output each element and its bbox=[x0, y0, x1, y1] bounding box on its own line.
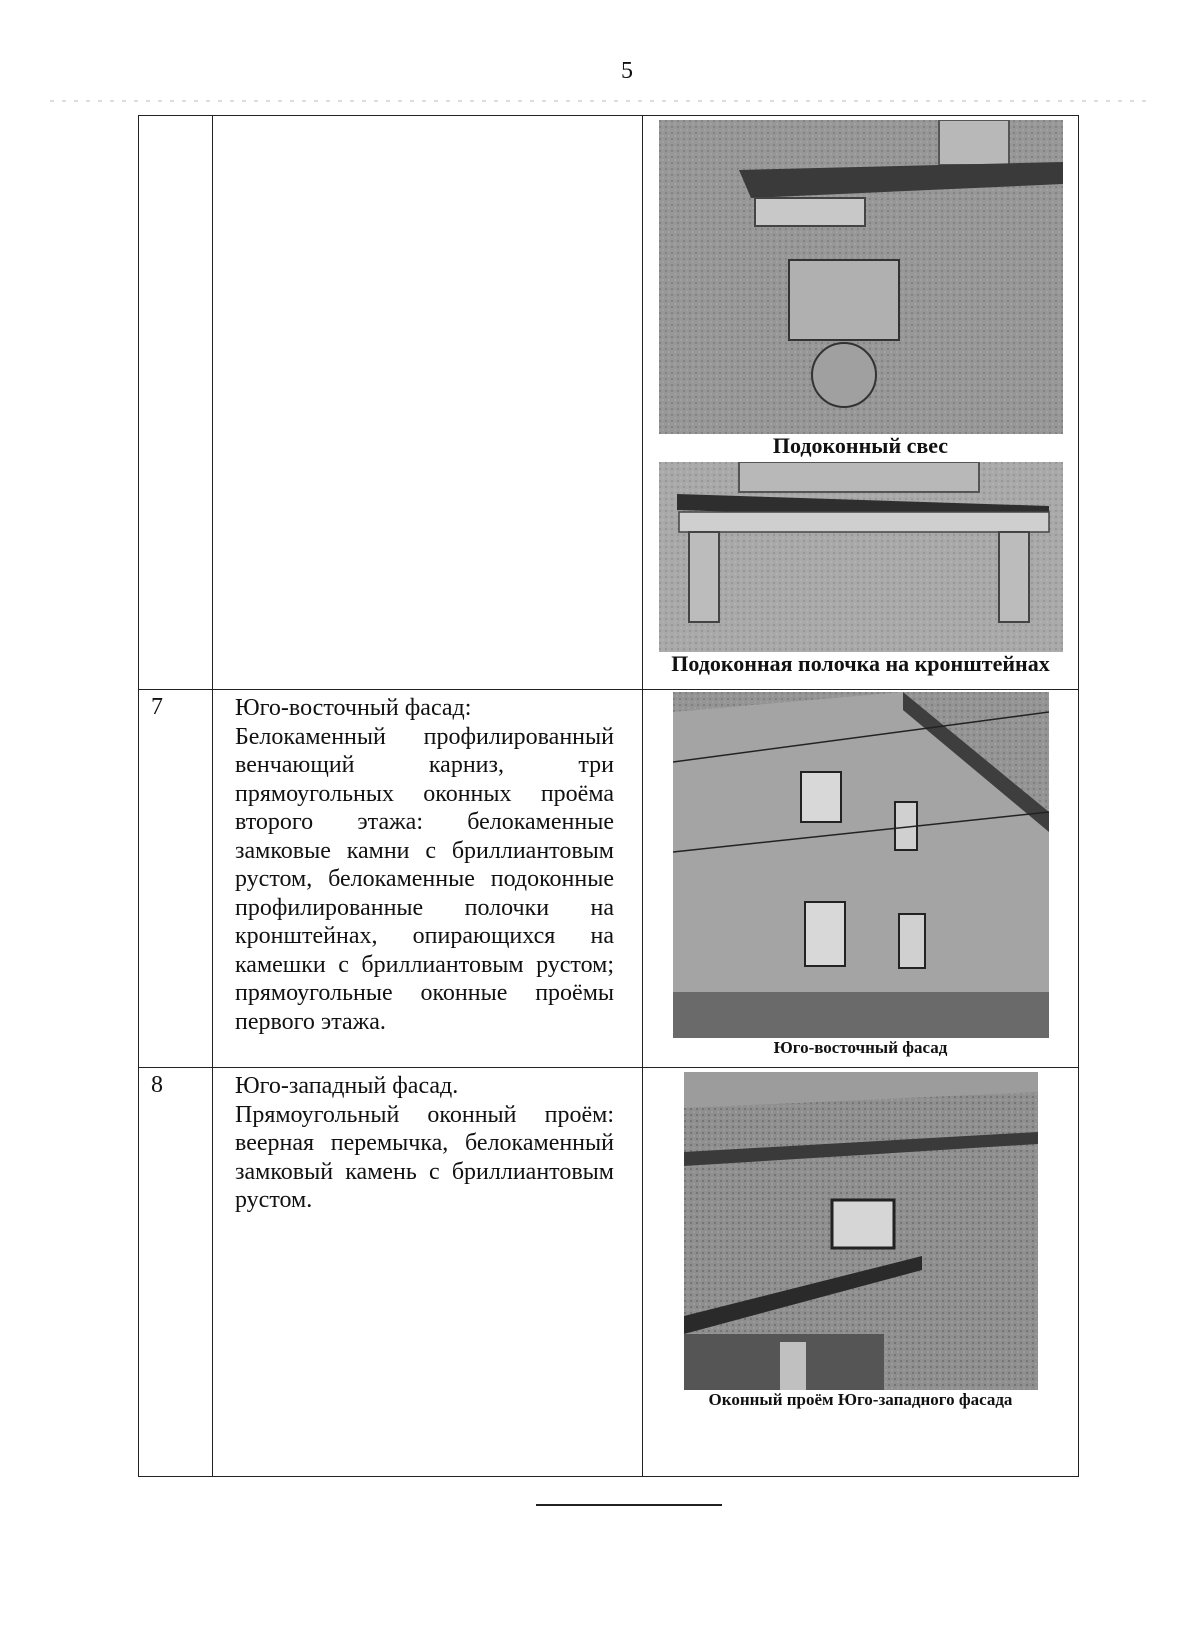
window-shelf-brackets-photo bbox=[659, 462, 1063, 652]
row-photo-cell bbox=[643, 116, 1079, 690]
row-number-cell bbox=[139, 116, 213, 690]
south-east-facade-photo bbox=[673, 692, 1049, 1038]
row-photo-cell bbox=[643, 690, 1079, 1068]
south-west-window-photo bbox=[684, 1072, 1038, 1390]
photo-caption: Юго-восточный фасад bbox=[773, 1038, 948, 1057]
row-photo-cell bbox=[643, 1068, 1079, 1477]
photo-caption: Оконный проём Юго-западного фасада bbox=[708, 1390, 1013, 1409]
row-title: Юго-западный фасад. bbox=[235, 1073, 459, 1099]
row-number-cell: 8 bbox=[139, 1068, 213, 1477]
monument-elements-table bbox=[138, 115, 1079, 1477]
scan-noise bbox=[50, 100, 1150, 102]
window-sill-overhang-photo bbox=[659, 120, 1063, 434]
row-title: Юго-восточный фасад: bbox=[235, 695, 472, 721]
table-row bbox=[139, 690, 1079, 1068]
photo-caption: Подоконный свес bbox=[772, 433, 949, 458]
row-description: Белокаменный профилированный венчающий карниз, три прямоугольных оконных проёма второго этажа: белокаменные замковые камни с бриллиантовым рустом, белокаменные подоконные профилированные полочки на кронштейнах, опирающихся на камешки с бриллиантовым рустом; прямоугольные оконные проёмы первого этажа. bbox=[235, 723, 614, 1035]
footer-rule bbox=[536, 1504, 722, 1506]
table-row bbox=[139, 116, 1079, 690]
row-description-cell bbox=[213, 1068, 643, 1477]
row-description-cell bbox=[213, 116, 643, 690]
table-row bbox=[139, 1068, 1079, 1477]
row-description: Прямоугольный оконный проём: веерная перемычка, белокаменный замковый камень с бриллиантовым рустом. bbox=[235, 1101, 614, 1213]
page-number: 5 bbox=[621, 58, 633, 84]
photo-caption: Подоконная полочка на кронштейнах bbox=[671, 651, 1050, 676]
row-description-cell bbox=[213, 690, 643, 1068]
row-number-cell: 7 bbox=[139, 690, 213, 1068]
